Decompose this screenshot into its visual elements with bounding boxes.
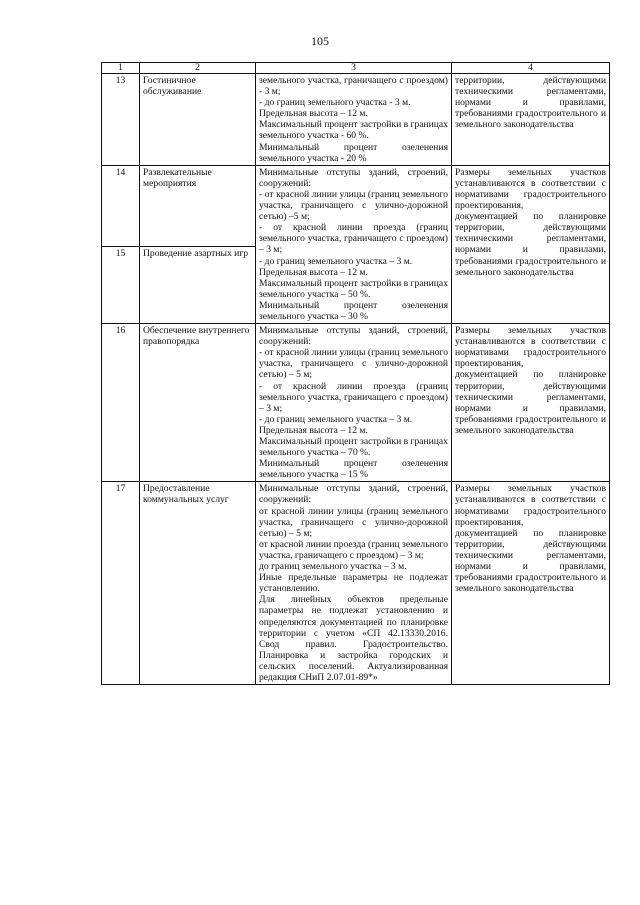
parameter-line: - от красной линии улицы (границ земельного участка, граничащего с улично-дорожной сетью) – 5 м;	[259, 347, 448, 381]
parameter-line: от красной линии проезда (границ земельного участка, граничащего с проездом) – 3 м;	[259, 538, 448, 561]
usage-type: Обеспечение внутреннего правопорядка	[140, 324, 256, 482]
requirements-cell	[452, 482, 610, 685]
parameter-line: Минимальный процент озеленения земельного участка – 15 %	[259, 458, 448, 481]
header-cell: 1	[102, 63, 140, 74]
parameter-line: Минимальные отступы зданий, строений, сооружений:	[259, 325, 448, 348]
requirement-text: Размеры земельных участков устанавливаются в соответствии с нормативами градостроительного проектирования,	[455, 166, 606, 212]
header-cell: 3	[256, 63, 452, 74]
parameter-line: - от красной линии проезда (границ земельного участка, граничащего с проездом) – 3 м;	[259, 222, 448, 256]
requirements-cell	[452, 324, 610, 482]
parameter-line: Для линейных объектов предельные параметры не подлежат установлению и определяются документацией по планировке территории с учетом «СП 42.13330.2016. Свод правил. Градостроительство. Планировка и застройка городских и сельских поселений. Актуализированная редакция СНиП 2.07.01-89*»	[259, 594, 448, 683]
row-number: 14	[102, 165, 140, 246]
parameter-line: Минимальные отступы зданий, строений, сооружений:	[259, 166, 448, 189]
parameter-line: - до границ земельного участка – 3 м.	[259, 413, 413, 425]
table-row	[102, 482, 610, 685]
header-cell: 2	[140, 63, 256, 74]
parameters-cell	[256, 482, 452, 685]
parameter-line: от красной линии улицы (границ земельного участка, граничащего с улично-дорожной сетью) – 5 м;	[259, 505, 448, 539]
requirements-cell	[452, 165, 610, 323]
table-header-row	[102, 63, 610, 74]
usage-type: Гостиничное обслуживание	[140, 74, 256, 166]
parameter-line: Максимальный процент застройки в границах земельного участка – 70 %.	[259, 436, 448, 459]
header-cell: 4	[452, 63, 610, 74]
usage-type: Предоставление коммунальных услуг	[140, 482, 256, 685]
parameter-line: земельного участка, граничащего с проездом) - 3 м;	[259, 75, 448, 98]
page-number: 105	[311, 34, 329, 48]
parameter-line: Минимальные отступы зданий, строений, сооружений:	[259, 483, 448, 506]
row-number: 17	[102, 482, 140, 685]
requirement-text: Размеры земельных участков устанавливаются в соответствии с нормативами градостроительного проектирования,	[455, 483, 606, 528]
parameter-line: до границ земельного участка – 3 м.	[259, 561, 407, 573]
parameter-line: Предельная высота – 12 м.	[259, 108, 368, 120]
parameter-line: - от красной линии улицы (границ земельного участка, граничащего с улично-дорожной сетью) –5 м;	[259, 188, 448, 223]
table-row	[102, 165, 610, 246]
parameter-line: Предельная высота – 12 м.	[259, 266, 368, 278]
parameter-line: Минимальный процент озеленения земельного участка – 30 %	[259, 299, 448, 322]
requirement-text: территории, действующими техническими регламентами, нормами и правилами, требованиями градостроительного и земельного законодательства	[455, 75, 606, 131]
parameter-line: Максимальный процент застройки в границах земельного участка - 60 %.	[259, 119, 448, 142]
row-number: 13	[102, 74, 140, 166]
parameter-line: Предельная высота – 12 м.	[259, 424, 368, 436]
parameters-cell	[256, 74, 452, 166]
requirements-cell	[452, 74, 610, 166]
usage-type: Проведение азартных игр	[140, 246, 256, 323]
regulations-table	[101, 62, 610, 685]
row-number: 15	[102, 246, 140, 323]
usage-type: Развлекательные мероприятия	[140, 165, 256, 246]
requirement-text: документацией по планировке территории, действующими техническими регламентами, нормами и правилами, требованиями градостроительного и земельного законодательства	[455, 211, 606, 278]
requirement-text: Размеры земельных участков устанавливаются в соответствии с нормативами градостроительного проектирования,	[455, 325, 606, 370]
parameter-line: Максимальный процент застройки в границах земельного участка – 50 %.	[259, 277, 448, 300]
row-number: 16	[102, 324, 140, 482]
table-row	[102, 324, 610, 482]
parameters-cell	[256, 165, 452, 323]
parameters-cell	[256, 324, 452, 482]
parameter-line: - до границ земельного участка - 3 м.	[259, 97, 411, 109]
parameter-line: Минимальный процент озеленения земельного участка - 20 %	[259, 141, 448, 164]
requirement-text: документацией по планировке территории, действующими техническими регламентами, нормами и правилами, требованиями градостроительного и земельного законодательства	[455, 369, 606, 436]
requirement-text: документацией по планировке территории, действующими техническими регламентами, нормами и правилами, требованиями градостроительного и земельного законодательства	[455, 527, 606, 595]
table-row	[102, 74, 610, 166]
parameter-line: Иные предельные параметры не подлежат установлению.	[259, 572, 448, 595]
parameter-line: - до границ земельного участка – 3 м.	[259, 255, 413, 267]
parameter-line: - от красной линии проезда (границ земельного участка, граничащего с проездом) – 3 м;	[259, 380, 448, 414]
